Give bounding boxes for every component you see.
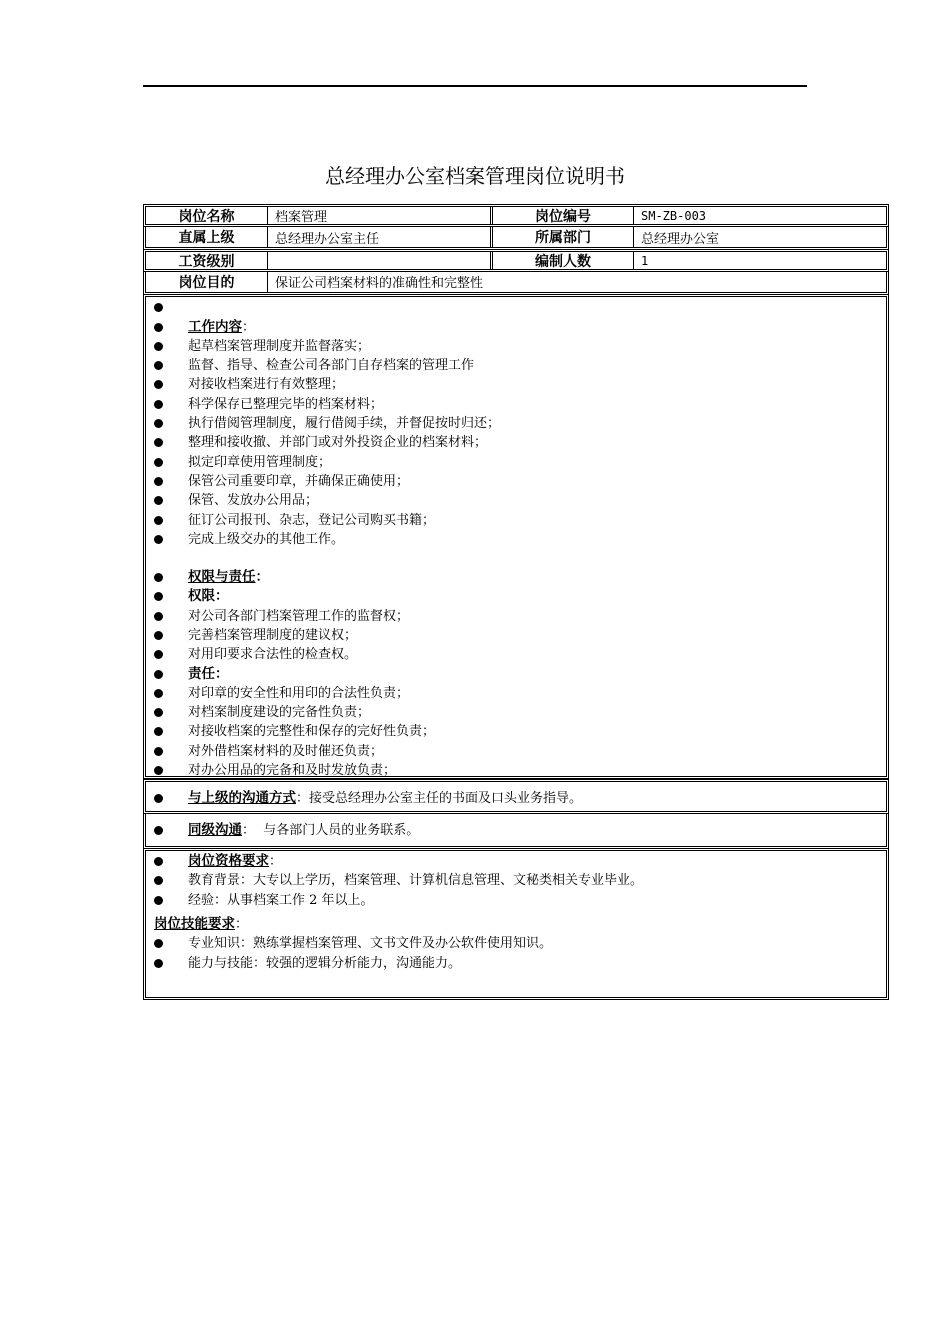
- duties-heading: 工作内容: [188, 319, 242, 335]
- bullet-icon: [154, 612, 163, 621]
- bullet-icon: [154, 573, 163, 582]
- bullet-icon: [154, 303, 163, 312]
- bullet-icon: [154, 959, 163, 968]
- bullet-icon: [154, 876, 163, 885]
- authority-heading-colon: ：: [255, 569, 269, 585]
- headcount-label: 编制人数: [490, 252, 633, 269]
- skills-heading-colon: ：: [235, 917, 249, 932]
- responsibility-item: 对接收档案的完整性和保存的完好性负责；: [188, 724, 436, 739]
- bullet-icon: [154, 939, 163, 948]
- salary-grade-value: [267, 252, 490, 269]
- bullet-icon: [154, 794, 163, 803]
- peer-communication-heading: 同级沟通: [188, 822, 242, 838]
- duty-item: 起草档案管理制度并监督落实；: [188, 339, 371, 354]
- responsibility-item: 对印章的安全性和用印的合法性负责；: [188, 686, 410, 701]
- bullet-icon: [154, 361, 163, 370]
- duties-section: [143, 294, 889, 779]
- duty-item: 完成上级交办的其他工作。: [188, 532, 345, 547]
- superior-value: 总经理办公室主任: [267, 227, 490, 247]
- bullet-icon: [154, 747, 163, 756]
- bullet-icon: [154, 592, 163, 601]
- duty-item: 保管公司重要印章，并确保正确使用；: [188, 474, 410, 489]
- bullet-icon: [154, 689, 163, 698]
- position-code-label: 岗位编号: [490, 207, 633, 224]
- info-row-3: [143, 249, 889, 272]
- salary-grade-label: 工资级别: [178, 253, 235, 270]
- bullet-icon: [154, 323, 163, 332]
- purpose-label: 岗位目的: [178, 274, 235, 291]
- bullet-icon: [154, 380, 163, 389]
- qualification-item: 教育背景：大专以上学历，档案管理、计算机信息管理、文秘类相关专业毕业。: [188, 873, 644, 888]
- upper-communication-section: [143, 779, 889, 814]
- bullet-icon: [154, 650, 163, 659]
- rights-heading: 权限：: [188, 588, 229, 604]
- bullet-icon: [154, 477, 163, 486]
- duties-heading-colon: ：: [242, 320, 256, 335]
- responsibility-item: 对外借档案材料的及时催还负责；: [188, 744, 384, 759]
- duty-item: 整理和接收撤、并部门或对外投资企业的档案材料；: [188, 435, 488, 450]
- bullet-icon: [154, 670, 163, 679]
- qualification-section: [143, 848, 889, 1000]
- skills-heading: 岗位技能要求: [154, 916, 235, 932]
- info-row-4: [143, 271, 889, 295]
- document-title: 总经理办公室档案管理岗位说明书: [325, 164, 625, 188]
- duty-item: 征订公司报刊、杂志，登记公司购买书籍；: [188, 513, 436, 528]
- department-label: 所属部门: [490, 227, 633, 247]
- duty-item: 对接收档案进行有效整理；: [188, 377, 345, 392]
- right-item: 完善档案管理制度的建议权；: [188, 628, 358, 643]
- duty-item: 拟定印章使用管理制度；: [188, 455, 332, 470]
- qualification-item: 经验：从事档案工作 2 年以上。: [188, 893, 374, 908]
- duty-item: 科学保存已整理完毕的档案材料；: [188, 397, 384, 412]
- info-row-2: [143, 227, 889, 250]
- position-name-label: 岗位名称: [178, 208, 235, 225]
- qualification-heading: 岗位资格要求: [188, 853, 269, 869]
- skill-item: 专业知识：熟练掌握档案管理、文书文件及办公软件使用知识。: [188, 936, 553, 951]
- responsibility-item: 对办公用品的完备和及时发放负责；: [188, 763, 397, 778]
- duty-item: 监督、指导、检查公司各部门自存档案的管理工作: [188, 358, 475, 373]
- bullet-icon: [154, 631, 163, 640]
- duty-item: 执行借阅管理制度，履行借阅手续，并督促按时归还；: [188, 416, 501, 431]
- upper-communication-heading: 与上级的沟通方式: [188, 790, 296, 806]
- header-rule: [143, 85, 807, 87]
- headcount-value: 1: [633, 252, 886, 269]
- bullet-icon: [154, 342, 163, 351]
- right-item: 对用印要求合法性的检查权。: [188, 647, 358, 662]
- qualification-heading-colon: ：: [269, 854, 283, 869]
- bullet-icon: [154, 400, 163, 409]
- upper-communication-text: ：接受总经理办公室主任的书面及口头业务指导。: [296, 791, 583, 806]
- duty-item: 保管、发放办公用品；: [188, 493, 319, 508]
- position-code-value: SM-ZB-003: [633, 207, 886, 224]
- bullet-icon: [154, 496, 163, 505]
- responsibility-item: 对档案制度建设的完备性负责；: [188, 705, 371, 720]
- peer-communication-section: [143, 814, 889, 849]
- department-value: 总经理办公室: [633, 227, 886, 247]
- bullet-icon: [154, 857, 163, 866]
- info-row-1: [143, 204, 889, 227]
- position-name-value: 档案管理: [267, 207, 490, 224]
- bullet-icon: [154, 826, 163, 835]
- superior-label: 直属上级: [178, 230, 235, 246]
- bullet-icon: [154, 419, 163, 428]
- skill-item: 能力与技能：较强的逻辑分析能力，沟通能力。: [188, 956, 462, 971]
- bullet-icon: [154, 766, 163, 775]
- bullet-icon: [154, 438, 163, 447]
- authority-heading: 权限与责任: [188, 569, 256, 585]
- bullet-icon: [154, 516, 163, 525]
- peer-communication-text: ： 与各部门人员的业务联系。: [242, 823, 420, 838]
- bullet-icon: [154, 535, 163, 544]
- responsibility-heading: 责任：: [188, 666, 229, 682]
- purpose-value: 保证公司档案材料的准确性和完整性: [267, 271, 886, 292]
- bullet-icon: [154, 896, 163, 905]
- bullet-icon: [154, 708, 163, 717]
- right-item: 对公司各部门档案管理工作的监督权；: [188, 609, 410, 624]
- bullet-icon: [154, 727, 163, 736]
- bullet-icon: [154, 458, 163, 467]
